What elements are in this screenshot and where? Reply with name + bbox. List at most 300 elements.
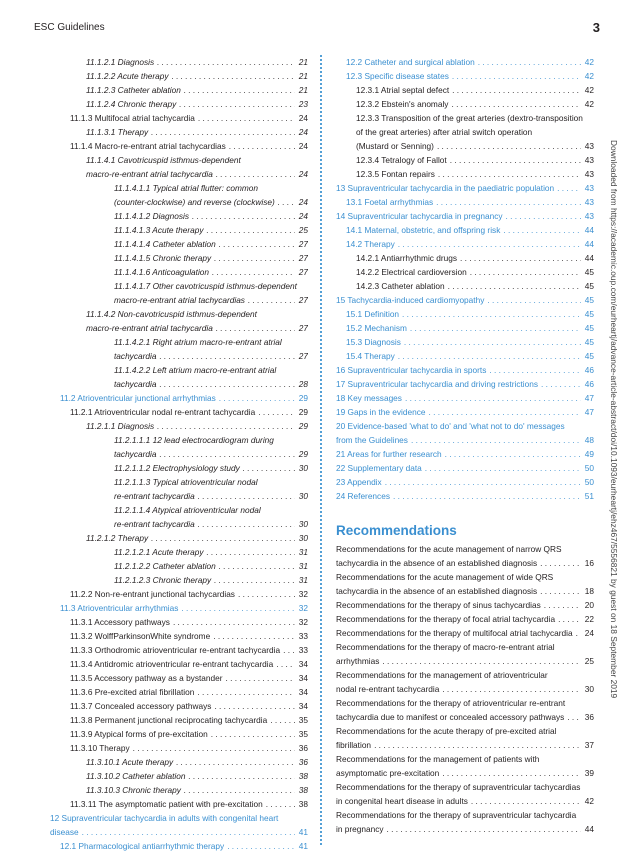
toc-entry — [50, 83, 308, 97]
journal-title: ESC Guidelines — [34, 22, 105, 33]
recommendation-entry — [336, 668, 594, 682]
toc-entry-title: 12.3 Specific disease states — [346, 71, 449, 81]
toc-entry — [50, 587, 308, 601]
dot-leader — [452, 83, 581, 97]
toc-entry — [50, 307, 308, 321]
toc-entry-page: 24 — [298, 211, 308, 221]
toc-entry — [50, 461, 308, 475]
dot-leader — [410, 321, 581, 335]
toc-entry-page: 30 — [298, 491, 308, 501]
toc-entry-page: 30 — [298, 519, 308, 529]
toc-entry-page: 38 — [298, 799, 308, 809]
toc-entry[interactable] — [336, 69, 594, 83]
toc-entry-page: 34 — [298, 659, 308, 669]
toc-entry-page: 41 — [298, 841, 308, 851]
recommendation-entry — [336, 724, 594, 738]
dot-leader — [270, 713, 295, 727]
toc-entry — [50, 475, 308, 489]
dot-leader — [214, 699, 295, 713]
toc-entry-title: tachycardia — [114, 379, 157, 389]
dot-leader — [173, 615, 295, 629]
recommendation-entry-page: 39 — [584, 768, 594, 778]
toc-entry-title: 11.2.1 Atrioventricular nodal re-entrant tachycardia — [70, 407, 256, 417]
toc-entry-page: 31 — [298, 547, 308, 557]
dot-leader — [198, 517, 295, 531]
toc-entry — [50, 545, 308, 559]
toc-entry-title: 11.2.2 Non-re-entrant junctional tachycardias — [70, 589, 235, 599]
toc-entry-page: 24 — [298, 169, 308, 179]
toc-entry-page: 27 — [298, 323, 308, 333]
toc-entry-page: 32 — [298, 589, 308, 599]
dot-leader — [238, 587, 295, 601]
toc-entry-title: 15.1 Definition — [346, 309, 400, 319]
toc-entry — [50, 377, 308, 391]
toc-entry-page: 42 — [584, 71, 594, 81]
toc-entry-title: 12 Supraventricular tachycardia in adults with congenital heart — [50, 813, 279, 823]
toc-entry — [50, 419, 308, 433]
toc-entry[interactable] — [336, 237, 594, 251]
toc-entry-page: 38 — [298, 771, 308, 781]
toc-entry-title: 11.2.1.1.1 12 lead electrocardiogram during — [114, 435, 274, 445]
dot-leader — [219, 391, 295, 405]
toc-entry-title: 11.3.10.2 Catheter ablation — [86, 771, 186, 781]
toc-entry[interactable] — [336, 223, 594, 237]
toc-entry-title: 23 Appendix — [336, 477, 382, 487]
dot-leader — [216, 167, 295, 181]
download-watermark-text: Downloaded from https://academic.oup.com/eurheartj/advance-article-abstract/doi/10.1093/eurheartj/ehz467/5556821 by guest on 18 September 2019 — [609, 140, 619, 699]
toc-entry-page: 31 — [298, 561, 308, 571]
recommendation-entry-title: fibrillation — [336, 740, 372, 750]
toc-entry-title: 18 Key messages — [336, 393, 402, 403]
dot-leader — [478, 55, 581, 69]
toc-entry-title: 11.1.4.1.6 Anticoagulation — [114, 267, 210, 277]
toc-entry-title: 11.3.2 WolffParkinsonWhite syndrome — [70, 631, 211, 641]
dot-leader — [503, 223, 581, 237]
toc-entry[interactable] — [336, 55, 594, 69]
recommendation-entry-page: 24 — [584, 628, 594, 638]
toc-entry-title: 11.3.5 Accessory pathway as a bystander — [70, 673, 223, 683]
toc-entry — [50, 405, 308, 419]
toc-entry-title: 15 Tachycardia-induced cardiomyopathy — [336, 295, 485, 305]
dot-leader — [489, 363, 581, 377]
toc-entry-title: 11.3.3 Orthodromic atrioventricular re-entrant tachycardia — [70, 645, 281, 655]
toc-entry — [50, 153, 308, 167]
toc-entry-title: 20 Evidence-based 'what to do' and 'what not to do' messages — [336, 421, 565, 431]
toc-entry-title: 12.2 Catheter and surgical ablation — [346, 57, 475, 67]
toc-entry-title: 14.2.3 Catheter ablation — [356, 281, 445, 291]
toc-entry[interactable] — [336, 363, 594, 377]
dot-leader — [243, 461, 295, 475]
dot-leader — [404, 335, 581, 349]
toc-entry-title: 15.3 Diagnosis — [346, 337, 401, 347]
toc-entry-title: 13.1 Foetal arrhythmias — [346, 197, 434, 207]
toc-entry-page: 45 — [584, 267, 594, 277]
recommendation-entry-title: Recommendations for the acute management of narrow QRS — [336, 544, 562, 554]
toc-entry[interactable] — [50, 825, 308, 839]
dot-leader — [398, 349, 581, 363]
toc-entry[interactable] — [50, 391, 308, 405]
toc-entry — [50, 209, 308, 223]
toc-entry-title: 15.2 Mechanism — [346, 323, 407, 333]
recommendation-entry — [336, 584, 594, 598]
toc-entry[interactable] — [50, 601, 308, 615]
dot-leader — [540, 556, 581, 570]
toc-entry-page: 50 — [584, 477, 594, 487]
dot-leader — [558, 612, 581, 626]
dot-leader — [192, 209, 295, 223]
dot-leader — [576, 626, 581, 640]
toc-entry-title: 12.3.5 Fontan repairs — [356, 169, 435, 179]
toc-entry-page: 42 — [584, 99, 594, 109]
dot-leader — [213, 629, 295, 643]
toc-entry — [50, 629, 308, 643]
toc-entry-title: 12.3.4 Tetralogy of Fallot — [356, 155, 447, 165]
toc-entry — [336, 153, 594, 167]
toc-entry-page: 44 — [584, 253, 594, 263]
recommendation-entry — [336, 794, 594, 808]
toc-entry — [50, 685, 308, 699]
toc-entry-title: 11.3.11 The asymptomatic patient with pre-excitation — [70, 799, 263, 809]
toc-entry-page: 24 — [298, 197, 308, 207]
toc-entry-title: 11.2.1.1.3 Typical atrioventricular nodal — [114, 477, 258, 487]
toc-entry-page: 24 — [298, 113, 308, 123]
recommendations-heading: Recommendations — [336, 523, 457, 538]
recommendation-entry-page: 44 — [584, 824, 594, 834]
toc-entry-page: 48 — [584, 435, 594, 445]
toc-entry-page: 34 — [298, 701, 308, 711]
toc-entry-page: 27 — [298, 267, 308, 277]
running-header — [34, 22, 600, 38]
toc-entry-title: 11.1.4.2.2 Left atrium macro-re-entrant atrial — [114, 365, 277, 375]
toc-entry — [50, 237, 308, 251]
toc-entry-page: 27 — [298, 351, 308, 361]
toc-entry-title: 11.1.4.1.1 Typical atrial flutter: common — [114, 183, 259, 193]
toc-entry-page: 24 — [298, 141, 308, 151]
toc-entry-title: 22 Supplementary data — [336, 463, 422, 473]
toc-entry[interactable] — [336, 391, 594, 405]
toc-entry-title: re-entrant tachycardia — [114, 519, 195, 529]
toc-entry-page: 33 — [298, 645, 308, 655]
toc-entry-title: (Mustard or Senning) — [356, 141, 434, 151]
toc-entry[interactable] — [336, 447, 594, 461]
dot-leader — [436, 195, 581, 209]
toc-entry-page: 45 — [584, 295, 594, 305]
toc-entry-title: 11.1.4.1.2 Diagnosis — [114, 211, 190, 221]
recommendation-entry — [336, 710, 594, 724]
recommendation-entry-title: Recommendations for the therapy of supraventricular tachycardia — [336, 810, 577, 820]
toc-entry-page: 43 — [584, 183, 594, 193]
toc-entry-title: (counter-clockwise) and reverse (clockwise) — [114, 197, 275, 207]
dot-leader — [219, 237, 295, 251]
toc-entry — [50, 503, 308, 517]
toc-entry-page: 25 — [298, 225, 308, 235]
dot-leader — [212, 265, 295, 279]
toc-entry-page: 36 — [298, 757, 308, 767]
toc-entry — [50, 69, 308, 83]
toc-entry-page: 49 — [584, 449, 594, 459]
toc-entry-title: 11.3.10.3 Chronic therapy — [86, 785, 181, 795]
toc-entry — [50, 125, 308, 139]
recommendation-entry-title: Recommendations for the management of atrioventricular — [336, 670, 548, 680]
recommendation-entry-title: tachycardia due to manifest or concealed accessory pathways — [336, 712, 565, 722]
recommendation-entry-title: Recommendations for the acute management of wide QRS — [336, 572, 554, 582]
toc-entry[interactable] — [336, 181, 594, 195]
toc-entry[interactable] — [336, 335, 594, 349]
toc-entry-title: re-entrant tachycardia — [114, 491, 195, 501]
toc-entry — [50, 349, 308, 363]
toc-entry-title: tachycardia — [114, 351, 157, 361]
dot-leader — [216, 321, 295, 335]
toc-entry-page: 46 — [584, 365, 594, 375]
toc-entry-title: 12.3.1 Atrial septal defect — [356, 85, 450, 95]
toc-entry-title: 11.1.4.2.1 Right atrium macro-re-entrant atrial — [114, 337, 282, 347]
dot-leader — [198, 111, 295, 125]
toc-entry-title: 14.2.2 Electrical cardioversion — [356, 267, 467, 277]
dot-leader — [211, 727, 295, 741]
recommendations-list — [336, 542, 594, 836]
recommendation-entry-page: 18 — [584, 586, 594, 596]
toc-entry-title: 11.2.1.2 Therapy — [86, 533, 149, 543]
toc-entry-page: 43 — [584, 169, 594, 179]
recommendation-entry-title: in congenital heart disease in adults — [336, 796, 468, 806]
toc-entry-title: macro-re-entrant atrial tachycardia — [86, 323, 213, 333]
toc-entry-title: 15.4 Therapy — [346, 351, 395, 361]
toc-entry-title: 12.3.3 Transposition of the great arteries (dextro-transposition — [356, 113, 583, 123]
dot-leader — [229, 139, 295, 153]
toc-entry[interactable] — [336, 377, 594, 391]
toc-entry[interactable] — [336, 209, 594, 223]
toc-entry-page: 46 — [584, 379, 594, 389]
toc-entry — [50, 741, 308, 755]
toc-entry-title: 11.1.4.1 Cavotricuspid isthmus-dependent — [86, 155, 241, 165]
dot-leader — [393, 489, 581, 503]
dot-leader — [451, 97, 581, 111]
dot-leader — [442, 766, 581, 780]
recommendation-entry-title: Recommendations for the acute therapy of pre-excited atrial — [336, 726, 557, 736]
toc-entry-page: 29 — [298, 449, 308, 459]
dot-leader — [506, 209, 582, 223]
recommendation-entry — [336, 808, 594, 822]
toc-entry-page: 35 — [298, 729, 308, 739]
toc-entry — [50, 167, 308, 181]
toc-entry-title: 11.2.1.1.4 Atypical atrioventricular nodal — [114, 505, 261, 515]
dot-leader — [448, 279, 581, 293]
toc-entry-title: 17 Supraventricular tachycardia and driving restrictions — [336, 379, 538, 389]
toc-entry-page: 24 — [298, 127, 308, 137]
toc-entry-page: 27 — [298, 295, 308, 305]
toc-entry-page: 44 — [584, 225, 594, 235]
recommendation-entry-title: nodal re-entrant tachycardia — [336, 684, 440, 694]
recommendation-entry — [336, 542, 594, 556]
toc-entry — [50, 433, 308, 447]
toc-entry — [50, 713, 308, 727]
toc-entry[interactable] — [336, 433, 594, 447]
toc-entry — [50, 559, 308, 573]
toc-entry[interactable] — [50, 811, 308, 825]
download-watermark — [604, 140, 624, 790]
toc-entry-page: 42 — [584, 57, 594, 67]
dot-leader — [206, 545, 295, 559]
toc-entry-title: 11.2.1.2.2 Catheter ablation — [114, 561, 216, 571]
toc-entry — [336, 139, 594, 153]
toc-entry-page: 34 — [298, 673, 308, 683]
toc-entry[interactable] — [336, 405, 594, 419]
toc-entry-title: 11.1.2.1 Diagnosis — [86, 57, 155, 67]
dot-leader — [437, 139, 581, 153]
toc-entry — [336, 125, 594, 139]
dot-leader — [398, 237, 581, 251]
dot-leader — [445, 447, 581, 461]
dot-leader — [159, 447, 295, 461]
toc-entry[interactable] — [336, 195, 594, 209]
recommendation-entry — [336, 780, 594, 794]
dot-leader — [385, 475, 581, 489]
toc-entry-page: 36 — [298, 743, 308, 753]
toc-entry — [50, 671, 308, 685]
toc-entry-page: 45 — [584, 337, 594, 347]
toc-entry[interactable] — [336, 489, 594, 503]
dot-leader — [157, 55, 295, 69]
toc-entry-page: 21 — [298, 57, 308, 67]
toc-entry — [50, 755, 308, 769]
toc-entry-title: 16 Supraventricular tachycardia in sports — [336, 365, 487, 375]
toc-entry — [50, 531, 308, 545]
recommendation-entry — [336, 640, 594, 654]
recommendation-entry-page: 22 — [584, 614, 594, 624]
toc-entry[interactable] — [336, 461, 594, 475]
toc-entry — [50, 699, 308, 713]
toc-entry — [50, 265, 308, 279]
toc-entry-page: 28 — [298, 379, 308, 389]
toc-entry-title: 11.1.2.3 Catheter ablation — [86, 85, 181, 95]
toc-entry-title: 11.2.1.2.1 Acute therapy — [114, 547, 204, 557]
recommendation-entry — [336, 626, 594, 640]
toc-entry[interactable] — [336, 321, 594, 335]
toc-entry-page: 27 — [298, 239, 308, 249]
toc-entry-page: 32 — [298, 617, 308, 627]
toc-entry-title: 12.3.2 Ebstein's anomaly — [356, 99, 449, 109]
recommendation-entry-page: 30 — [584, 684, 594, 694]
toc-entry-title: tachycardia — [114, 449, 157, 459]
recommendation-entry-title: Recommendations for the therapy of multifocal atrial tachycardia — [336, 628, 573, 638]
dot-leader — [151, 531, 295, 545]
toc-entry — [336, 251, 594, 265]
toc-entry-title: 11.1.2.2 Acute therapy — [86, 71, 169, 81]
recommendation-entry-title: Recommendations for the therapy of sinus tachycardias — [336, 600, 541, 610]
toc-entry-page: 31 — [298, 575, 308, 585]
recommendation-entry — [336, 738, 594, 752]
toc-entry — [50, 517, 308, 531]
toc-entry-page: 43 — [584, 141, 594, 151]
toc-entry-title: 19 Gaps in the evidence — [336, 407, 426, 417]
dot-leader — [405, 391, 581, 405]
recommendation-entry — [336, 682, 594, 696]
toc-entry-page: 27 — [298, 253, 308, 263]
toc-entry-page: 43 — [584, 211, 594, 221]
dot-leader — [487, 293, 581, 307]
dot-leader — [544, 598, 581, 612]
toc-entry-page: 21 — [298, 85, 308, 95]
toc-entry[interactable] — [336, 475, 594, 489]
toc-entry-title: disease — [50, 827, 79, 837]
toc-entry-title: 14.2.1 Antiarrhythmic drugs — [356, 253, 457, 263]
toc-entry-title: 11.1.3.1 Therapy — [86, 127, 149, 137]
recommendation-entry-title: Recommendations for the management of patients with — [336, 754, 540, 764]
recommendation-entry — [336, 598, 594, 612]
toc-entry — [336, 83, 594, 97]
toc-entry-page: 29 — [298, 421, 308, 431]
toc-entry-title: 11.3.7 Concealed accessory pathways — [70, 701, 212, 711]
dot-leader — [82, 825, 295, 839]
toc-entry[interactable] — [336, 419, 594, 433]
dot-leader — [452, 69, 581, 83]
dot-leader — [197, 685, 295, 699]
dot-leader — [540, 584, 581, 598]
toc-entry — [50, 195, 308, 209]
dot-leader — [198, 489, 295, 503]
recommendation-entry — [336, 570, 594, 584]
toc-entry — [50, 615, 308, 629]
dot-leader — [184, 83, 295, 97]
toc-entry-page: 33 — [298, 631, 308, 641]
toc-entry-title: 11.1.4.2 Non-cavotricuspid isthmus-dependent — [86, 309, 257, 319]
recommendation-entry-page: 16 — [584, 558, 594, 568]
toc-entry-page: 21 — [298, 71, 308, 81]
toc-entry-title: macro-re-entrant atrial tachycardia — [86, 169, 213, 179]
dot-leader — [541, 377, 581, 391]
dot-leader — [159, 349, 295, 363]
dot-leader — [188, 769, 295, 783]
toc-entry-title: 13 Supraventricular tachycardia in the paediatric population — [336, 183, 555, 193]
toc-entry[interactable] — [336, 349, 594, 363]
dot-leader — [258, 405, 295, 419]
dot-leader — [428, 405, 581, 419]
toc-entry-title: 11.1.4.1.3 Acute therapy — [114, 225, 204, 235]
recommendation-entry-title: Recommendations for the therapy of supraventricular tachycardias — [336, 782, 581, 792]
toc-entry-title: 11.1.2.4 Chronic therapy — [86, 99, 177, 109]
toc-entry — [336, 97, 594, 111]
toc-entry — [50, 97, 308, 111]
recommendation-entry — [336, 752, 594, 766]
dot-leader — [470, 265, 581, 279]
recommendation-entry-title: asymptomatic pre-excitation — [336, 768, 440, 778]
toc-entry — [50, 321, 308, 335]
toc-entry-title: 11.1.4.1.5 Chronic therapy — [114, 253, 212, 263]
recommendation-entry-title: Recommendations for the therapy of atrioventricular re-entrant — [336, 698, 566, 708]
dot-leader — [411, 433, 581, 447]
dot-leader — [276, 657, 295, 671]
dot-leader — [402, 307, 581, 321]
toc-entry-title: 11.1.4.1.7 Other cavotricuspid isthmus-dependent — [114, 281, 297, 291]
recommendation-entry — [336, 696, 594, 710]
dot-leader — [266, 797, 295, 811]
toc-entry-page: 50 — [584, 463, 594, 473]
toc-entry — [50, 643, 308, 657]
toc-entry-page: 43 — [584, 155, 594, 165]
toc-entry[interactable] — [336, 293, 594, 307]
recommendation-entry-title: Recommendations for the therapy of focal atrial tachycardia — [336, 614, 556, 624]
toc-entry-title: 12.1 Pharmacological antiarrhythmic therapy — [60, 841, 225, 851]
toc-entry-page: 45 — [584, 281, 594, 291]
toc-entry-title: 11.1.4 Macro-re-entrant atrial tachycardias — [70, 141, 226, 151]
toc-entry-title: 11.3.6 Pre-excited atrial fibrillation — [70, 687, 195, 697]
recommendation-entry — [336, 766, 594, 780]
toc-entry — [50, 279, 308, 293]
toc-entry-title: 11.3.10.1 Acute therapy — [86, 757, 174, 767]
toc-entry[interactable] — [336, 307, 594, 321]
toc-entry-page: 47 — [584, 407, 594, 417]
toc-entry-page: 45 — [584, 351, 594, 361]
